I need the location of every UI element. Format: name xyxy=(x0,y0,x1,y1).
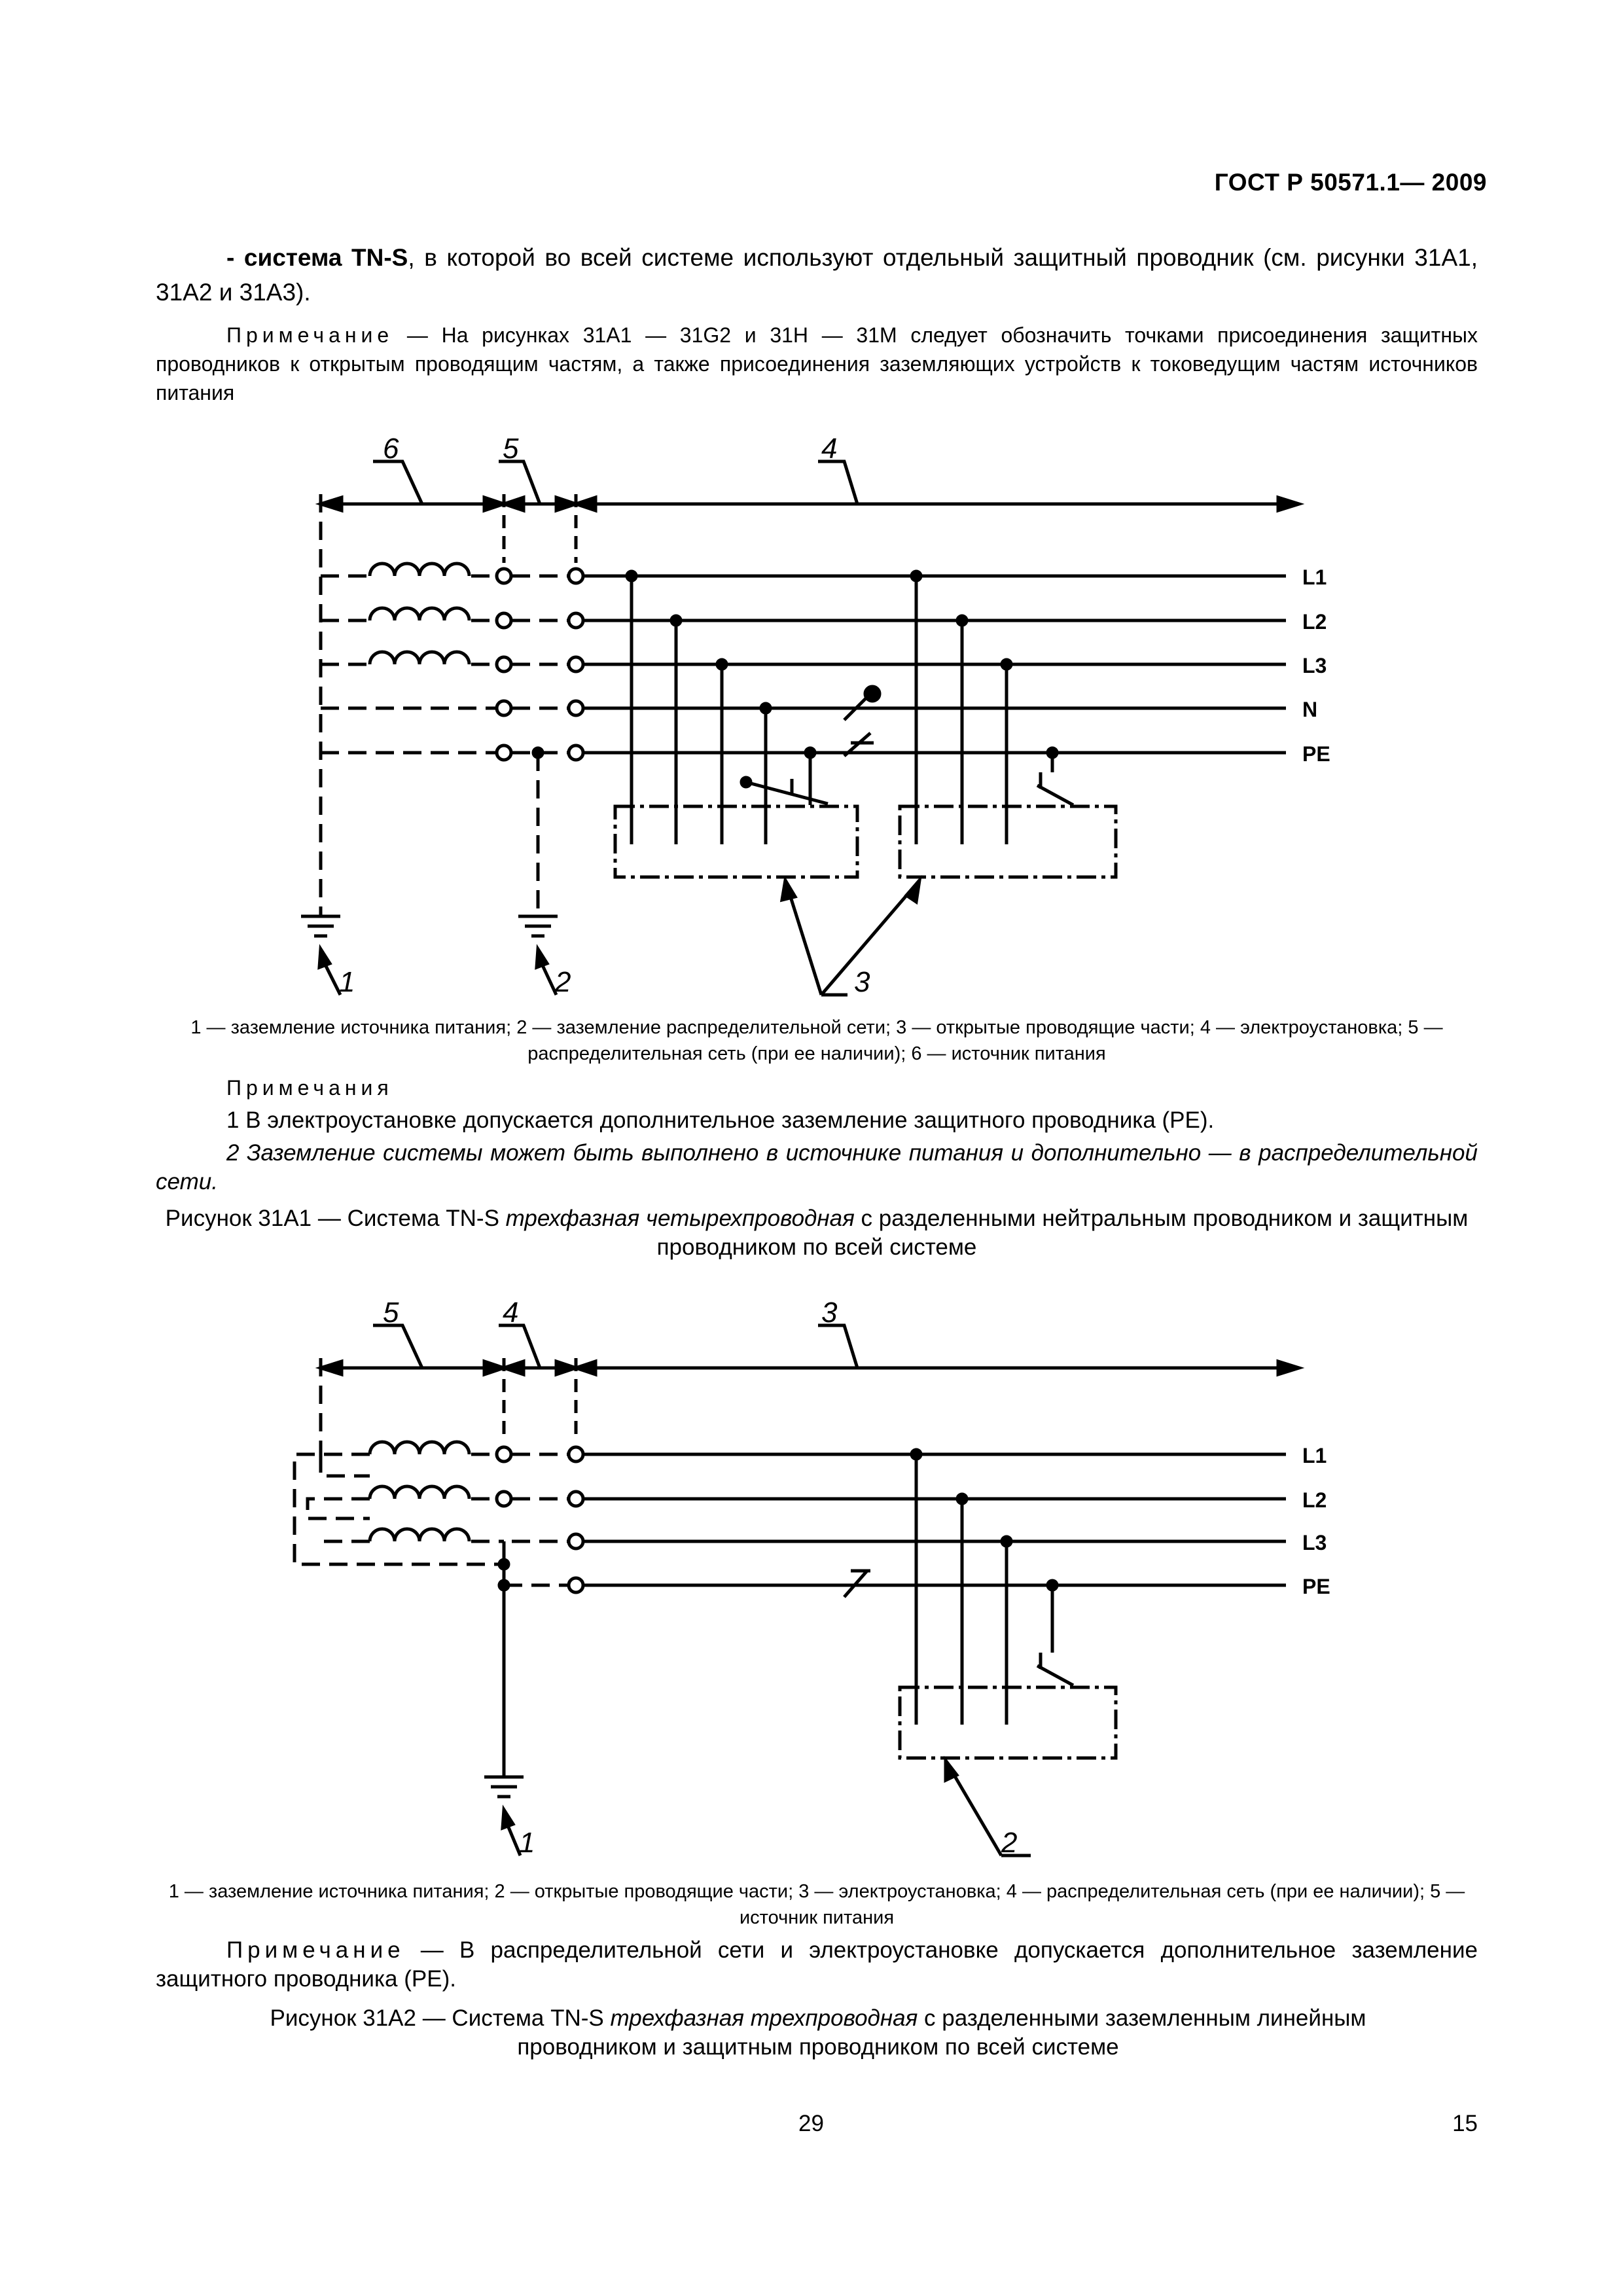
fig2-conductor-pe: PE xyxy=(1302,1575,1330,1598)
fig1-legend: 1 — заземление источника питания; 2 — заземление распределительной сети; 3 — открытые проводящие части; 4 — электроустановка; 5 — распределительная сеть (при ее наличии); 6 — источник питания xyxy=(190,1017,1443,1064)
fig2-conductor-l3: L3 xyxy=(1302,1531,1327,1554)
fig1-callout-3: 3 xyxy=(854,966,870,998)
fig1-conductor-n: N xyxy=(1302,698,1318,721)
fig2-conductor-l2: L2 xyxy=(1302,1488,1327,1512)
fig1-callout-5: 5 xyxy=(503,433,519,465)
fig2-legend: 1 — заземление источника питания; 2 — открытые проводящие части; 3 — электроустановка; 4 — распределительная сеть (при ее наличии); 5 — источник питания xyxy=(168,1881,1465,1928)
fig1-note-2: 2 Заземление системы может быть выполнено в источнике питания и дополнительно — в распределительной сети. xyxy=(156,1140,1478,1194)
page-number-right: 15 xyxy=(1452,2111,1478,2136)
fig1-note-1: 1 В электроустановке допускается дополнительное заземление защитного проводника (РЕ). xyxy=(226,1107,1215,1133)
fig1-callout-2: 2 xyxy=(555,966,571,998)
fig1-conductor-l2: L2 xyxy=(1302,610,1327,634)
intro-lead: - система TN-S xyxy=(226,244,408,271)
fig1-callout-4: 4 xyxy=(821,433,838,465)
fig2-conductor-l1: L1 xyxy=(1302,1444,1327,1467)
fig2-caption: Рисунок 31А2 — Система TN-S трехфазная трехпроводная с разделенными заземленным линейным проводником и защитным проводником по всей системе xyxy=(270,2005,1366,2060)
fig1-callout-6: 6 xyxy=(383,433,399,465)
intro-text: , в которой во всей системе используют отдельный защитный проводник (см. рисунки 31А1, 31А2 и 31А3). xyxy=(156,244,1478,306)
fig2-note: Примечание — В распределительной сети и электроустановке допускается дополнительное заземление защитного проводника (РЕ). xyxy=(156,1937,1478,1992)
fig2-callout-1: 1 xyxy=(519,1827,535,1859)
document-standard-number: ГОСТ Р 50571.1— 2009 xyxy=(1214,169,1487,196)
fig2-callout-5: 5 xyxy=(383,1297,399,1329)
fig2-callout-2: 2 xyxy=(1001,1827,1018,1859)
fig1-conductor-pe: PE xyxy=(1302,742,1330,766)
fig1-notes-title: Примечания xyxy=(226,1076,393,1100)
top-note-text: — На рисунках 31А1 — 31G2 и 31Н — 31М следует обозначить точками присоединения защитных проводников к открытым проводящим частям, а также присоединения заземляющих устройств к токоведущим частям источников питания xyxy=(156,323,1478,404)
fig1-conductor-l3: L3 xyxy=(1302,654,1327,677)
fig1-caption: Рисунок 31А1 — Система TN-S трехфазная четырехпроводная с разделенными нейтральным проводником и защитным проводником по всей системе xyxy=(165,1206,1469,1260)
fig1-conductor-l1: L1 xyxy=(1302,565,1327,589)
fig2-callout-3: 3 xyxy=(821,1297,838,1329)
fig1-callout-1: 1 xyxy=(339,966,355,998)
top-note-label: Примечание xyxy=(226,323,394,347)
page-number-center: 29 xyxy=(798,2111,824,2136)
fig2-callout-4: 4 xyxy=(503,1297,519,1329)
